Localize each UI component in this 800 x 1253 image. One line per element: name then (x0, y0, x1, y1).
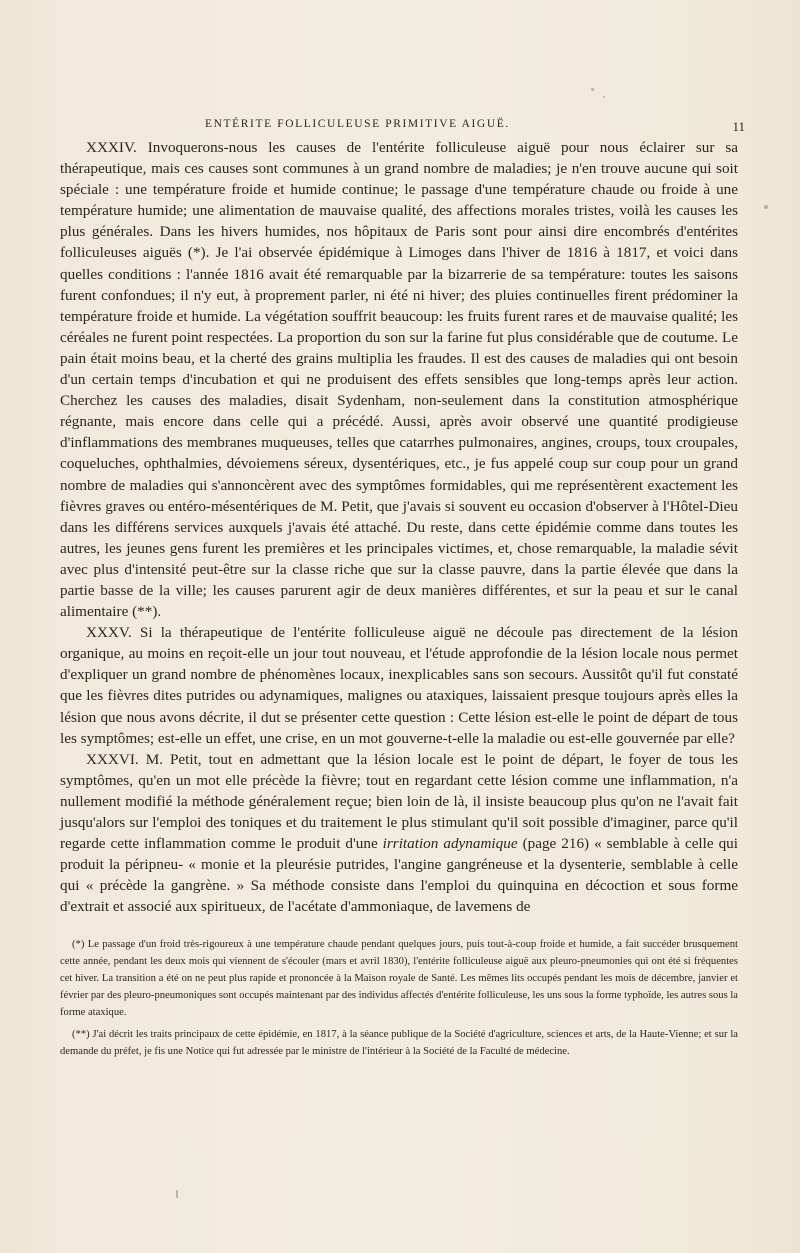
footnote-1: (*) Le passage d'un froid très-rigoureux à une température chaude pendant quelques jours, puis tout-à-coup froide et humide, a fait succéder brusquement cette année, pendant les deux mois qui viennent de s'écouler (mars et avril 1830), l'entérite folliculeuse aiguë aux pleuro-pneumonies qui ont été si fréquentes cet hiver. La transition a été on ne peut plus rapide et prononcée à la Maison royale de Santé. Les mêmes lits occupés pendant les mois de décembre, janvier et février par des pleuro-pneumoniques sont occupés maintenant par des individus affectés d'entérite folliculeuse, les uns sous la forme typhoïde, les autres sous la forme ataxique. (60, 939, 738, 1018)
paper-speck (591, 88, 594, 91)
paragraph-xxxvi (60, 749, 738, 918)
paragraph-xxxvi-start: XXXVI. M. Petit, tout en admettant que la lésion locale est le point de départ, le foyer de tous les symptômes, qu'en un mot elle précède la fièvre; tout en regardant cette lésion comme une inflammation, n'a nullement modifié la méthode généralement reçue; bien loin de là, il insiste beaucoup plus qu'on ne l'avait fait jusqu'alors sur l'emploi des toniques et du traitement le plus stimulant qu'il soit possible d'imaginer, parce qu'il regarde cette inflammation comme le produit d'une (60, 750, 738, 853)
page-header (60, 118, 750, 138)
paragraph-xxxiv: XXXIV. Invoquerons-nous les causes de l'entérite folliculeuse aiguë pour nous éclairer sur sa thérapeutique, mais ces causes sont communes à un grand nombre de maladies; je n'en trouve aucune qui soit spéciale : une température froide et humide continue; le passage d'une température chaude ou froide à une température humide; une alimentation de mauvaise qualité, des affections morales tristes, voilà les causes les plus générales. Dans les hivers humides, nos hôpitaux de Paris sont pour ainsi dire encombrés d'entérites folliculeuses aiguës (*). Je l'ai observée épidémique à Limoges dans l'hiver de 1816 à 1817, et voici dans quelles conditions : l'année 1816 avait été remarquable par la bizarrerie de sa température: toutes les saisons furent confondues; il n'y eut, à proprement parler, ni été ni hiver; des pluies continuelles firent prédominer la température froide et humide. La végétation souffrit beaucoup: les fruits furent rares et de mauvaise qualité; les céréales ne furent point respectées. La proportion du son sur la farine fut plus considérable que de coutume. Le pain était moins beau, et la cherté des grains multiplia les fraudes. Il est des causes de maladies qui ont besoin d'un certain temps d'incubation et qui ne produisent des effets sensibles que long-temps après leur action. Cherchez les causes des maladies, disait Sydenham, non-seulement dans la constitution atmosphérique régnante, mais encore dans celle qui a précédé. Aussi, après avoir observé une quantité prodigieuse d'inflammations des membranes muqueuses, telles que catarrhes pulmonaires, angines, croups, toux croupales, coqueluches, ophthalmies, dévoiemens séreux, dysentériques, etc., je fus appelé coup sur coup pour un grand nombre de maladies qui s'annoncèrent avec des symptômes formidables, qui me représentèrent exactement les fièvres graves ou entéro-mésentériques de M. Petit, que j'avais si souvent eu occasion d'observer à l'Hôtel-Dieu dans les différens services auxquels j'avais été attaché. Du reste, dans cette épidémie comme dans toutes les autres, les jeunes gens furent les premières et les principales victimes, et, chose remarquable, la maladie sévit avec plus d'intensité peut-être sur la classe riche que sur la classe pauvre, dans la partie élevée que dans la partie basse de la ville; les causes parurent agir de deux manières différentes, et sur la peau et sur le canal alimentaire (**). (60, 139, 738, 621)
paper-speck (764, 205, 768, 209)
page-number: 11 (732, 119, 745, 134)
footnote-2: (**) J'ai décrit les traits principaux de cette épidémie, en 1817, à la séance publique de la Société d'agriculture, sciences et arts, de la Haute-Vienne; et sur la demande du préfet, je fis une Notice qui fut adressée par le ministre de l'intérieur à la Société de la Faculté de médecine. (60, 1029, 738, 1057)
paper-speck (603, 96, 605, 98)
paragraph-xxxv: XXXV. Si la thérapeutique de l'entérite folliculeuse aiguë ne découle pas directement de la lésion organique, au moins en reçoit-elle un jour tout nouveau, et l'étude approfondie de la lésion locale nous permet d'expliquer un grand nombre de phénomènes locaux, inexplicables sans son secours. Aussitôt qu'il fut constaté que les fièvres dites putrides ou adynamiques, malignes ou ataxiques, laissaient presque toujours après elles la lésion que nous avons décrite, il dut se présenter cette question : Cette lésion est-elle le point de départ de tous les symptômes; est-elle un effet, une crise, en un mot gouverne-t-elle la maladie ou est-elle gouvernée par elle? (60, 624, 738, 747)
footnotes (60, 936, 738, 1065)
emphasis-irritation-adynamique: irritation adynamique (382, 835, 518, 853)
running-title: ENTÉRITE FOLLICULEUSE PRIMITIVE AIGUË. (205, 118, 510, 130)
paper-speck (176, 1190, 178, 1198)
paragraph-xxxvi-end: (page 216) « semblable à celle qui produit la péripneu- « monie et la pleurésie putrides, l'angine gangréneuse et la dysenterie, semblable à celle qui « précède la gangrène. » Sa méthode consiste dans l'emploi du quinquina en décoction et sous forme d'extrait et associé aux spiritueux, de l'acétate d'ammoniaque, de lavemens de (60, 835, 738, 916)
main-text (60, 137, 738, 917)
